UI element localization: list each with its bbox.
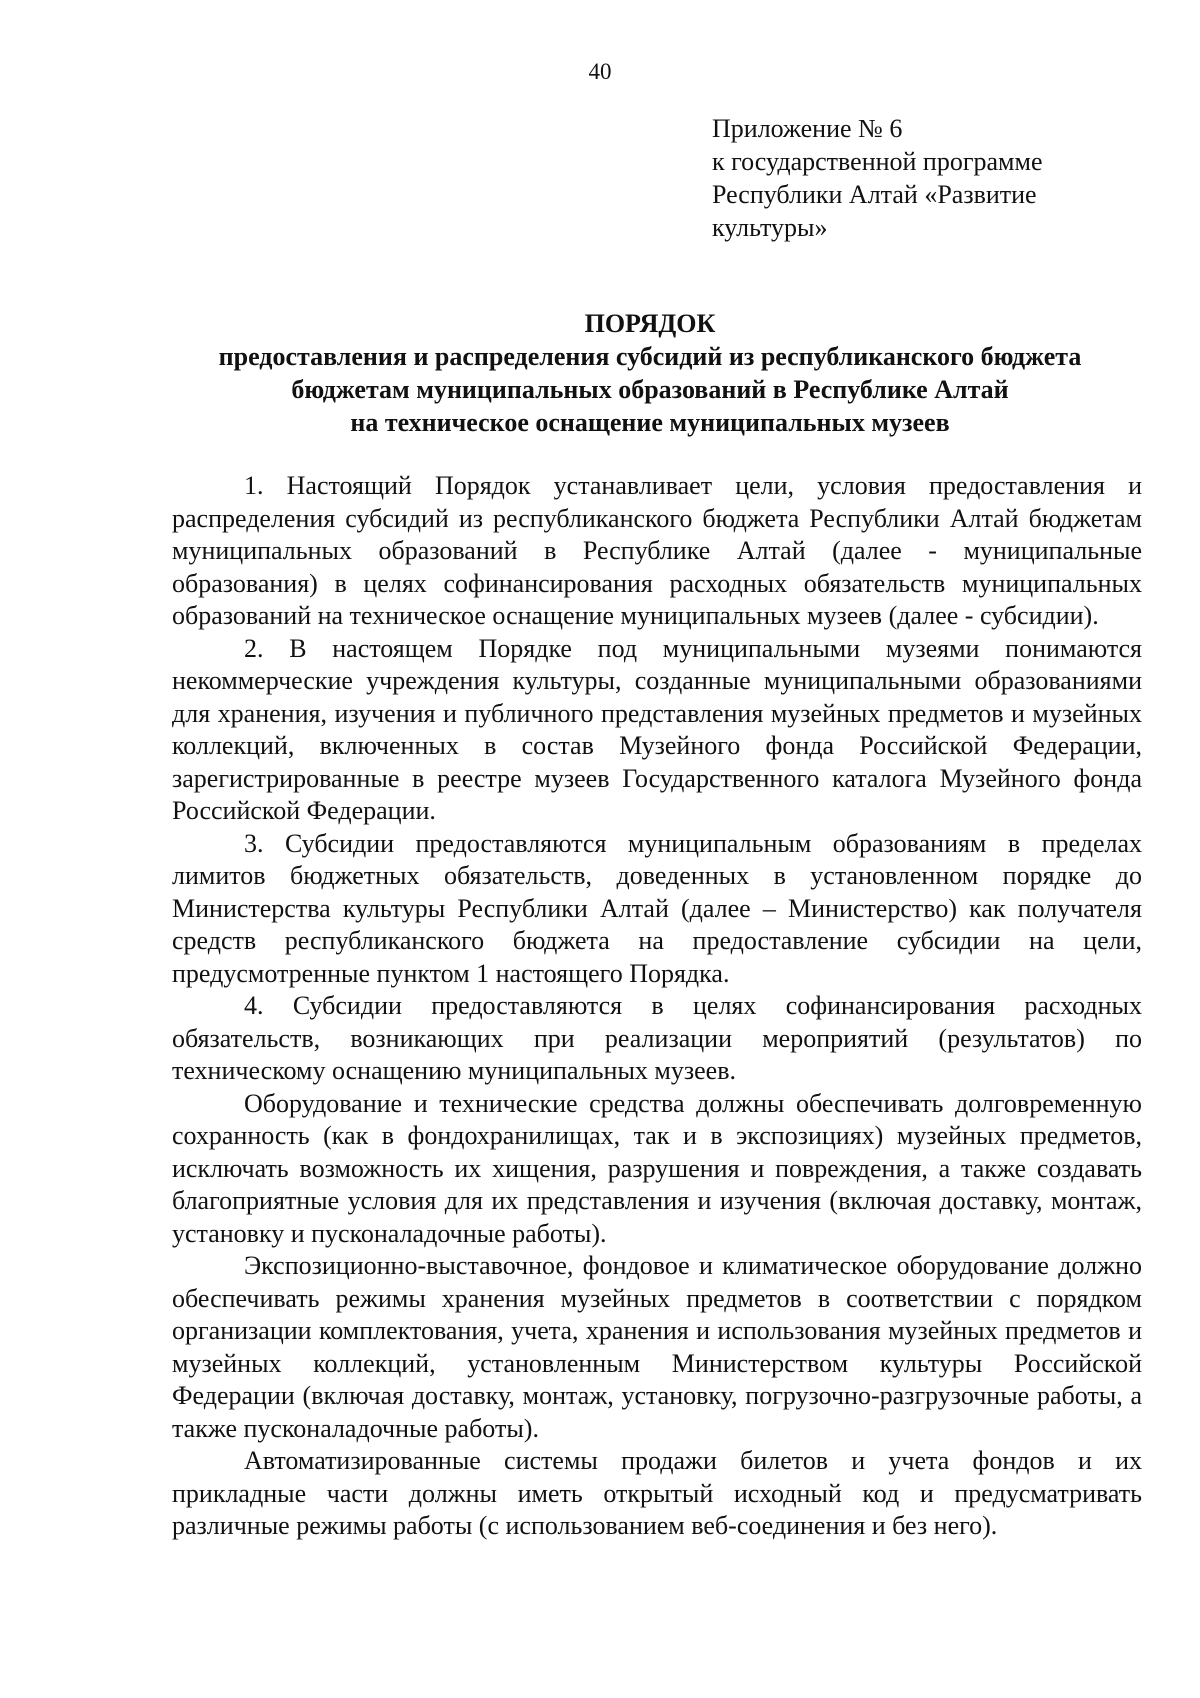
title-line: предоставления и распределения субсидий из республиканского бюджета bbox=[218, 342, 1082, 371]
paragraph-1: 1. Настоящий Порядок устанавливает цели, условия предоставления и распределения субсидий из республиканского бюджета Республики Алтай бюджетам муниципальных образований в Республике Алтай (далее - муниципальные образования) в целях софинансирования расходных обязательств муниципальных образований на техническое оснащение муниципальных музеев (далее - субсидии). bbox=[172, 471, 1142, 630]
document-title bbox=[150, 307, 1150, 439]
title-line: на техническое оснащение муниципальных музеев bbox=[350, 408, 950, 437]
page-number: 40 bbox=[588, 59, 612, 84]
appendix-line: культуры» bbox=[712, 213, 828, 242]
paragraph-3: 3. Субсидии предоставляются муниципальным образованиям в пределах лимитов бюджетных обязательств, доведенных в установленном порядке до Министерства культуры Республики Алтай (далее – Министерство) как получателя средств республиканского бюджета на предоставление субсидии на цели, предусмотренные пунктом 1 настоящего Порядка. bbox=[172, 828, 1142, 988]
paragraph-equipment: Оборудование и технические средства должны обеспечивать долговременную сохранность (как в фондохранилищах, так и в экспозициях) музейных предметов, исключать возможность их хищения, разрушения и повреждения, а также создавать благоприятные условия для их представления и изучения (включая доставку, монтаж, установку и пусконаладочные работы). bbox=[172, 1088, 1142, 1248]
document-body bbox=[172, 470, 1142, 1543]
paragraph-4: 4. Субсидии предоставляются в целях софинансирования расходных обязательств, возникающих при реализации мероприятий (результатов) по техническому оснащению муниципальных музеев. bbox=[172, 991, 1142, 1085]
appendix-line: Республики Алтай «Развитие bbox=[712, 180, 1037, 209]
paragraph-2: 2. В настоящем Порядке под муниципальными музеями понимаются некоммерческие учреждения культуры, созданные муниципальными образованиями для хранения, изучения и публичного представления музейных предметов и музейных коллекций, включенных в состав Музейного фонда Российской Федерации, зарегистрированные в реестре музеев Государственного каталога Музейного фонда Российской Федерации. bbox=[172, 633, 1142, 825]
appendix-line: к государственной программе bbox=[712, 147, 1043, 176]
paragraph-exhibition-equipment: Экспозиционно-выставочное, фондовое и климатическое оборудование должно обеспечивать режимы хранения музейных предметов в соответствии с порядком организации комплектования, учета, хранения и использования музейных предметов и музейных коллекций, установленным Министерством культуры Российской Федерации (включая доставку, монтаж, установку, погрузочно-разгрузочные работы, а также пусконаладочные работы). bbox=[172, 1251, 1142, 1443]
appendix-block bbox=[712, 112, 1132, 244]
appendix-line: Приложение № 6 bbox=[712, 114, 903, 143]
title-heading: ПОРЯДОК bbox=[584, 309, 716, 338]
title-line: бюджетам муниципальных образований в Республике Алтай bbox=[291, 375, 1009, 404]
paragraph-ticket-systems: Автоматизированные системы продажи билетов и учета фондов и их прикладные части должны иметь открытый исходный код и предусматривать различные режимы работы (с использованием веб-соединения и без него). bbox=[172, 1446, 1142, 1540]
